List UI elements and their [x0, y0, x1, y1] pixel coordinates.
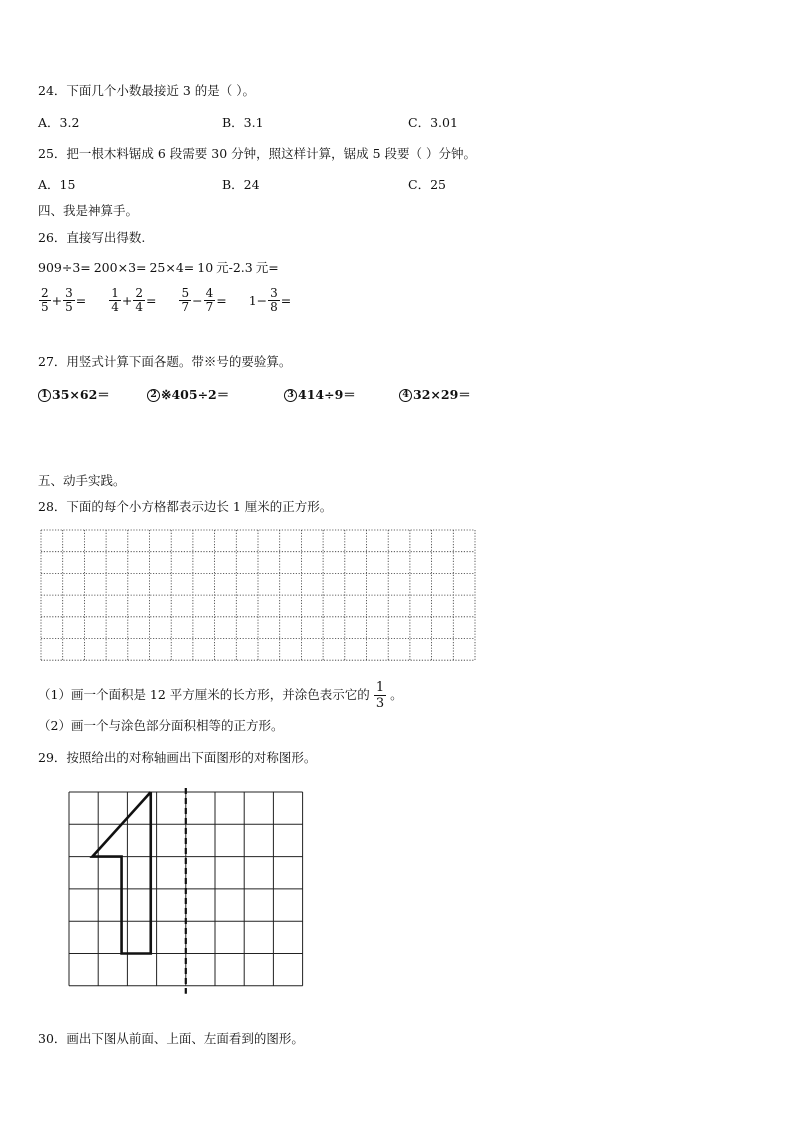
q25-option-a[interactable]: A．15	[38, 177, 76, 192]
section4-title: 四、我是神算手。	[38, 203, 139, 218]
q27-question: 27．用竖式计算下面各题。带※号的要验算。	[38, 354, 292, 369]
q27-item-1: 1 35×62＝	[38, 385, 110, 403]
q24-option-a[interactable]: A．3.2	[38, 115, 80, 130]
q28-part2: （2）画一个与涂色部分面积相等的正方形。	[38, 718, 284, 733]
q27-item-3: 3 414÷9＝	[284, 385, 356, 403]
q25-option-c[interactable]: C．25	[408, 177, 446, 192]
q24-option-b[interactable]: B．3.1	[222, 115, 264, 130]
section5-title: 五、动手实践。	[38, 473, 126, 488]
q24-question: 24．下面几个小数最接近 3 的是（ ）。	[38, 83, 256, 98]
q27-item-2: 2 ※405÷2＝	[147, 385, 229, 403]
q26-line1: 909÷3= 200×3= 25×4= 10 元-2.3 元=	[38, 260, 279, 275]
q30-question: 30．画出下图从前面、上面、左面看到的图形。	[38, 1031, 304, 1046]
q25-option-b[interactable]: B．24	[222, 177, 260, 192]
q26-fraction-row	[38, 287, 309, 314]
q25-question: 25．把一根木料锯成 6 段需要 30 分钟，照这样计算，锯成 5 段要（ ）分钟。	[38, 146, 477, 161]
fraction-expr-3: $\frac{5}{7}$ − $\frac{4}{7}$ =	[181, 286, 227, 314]
q27-item-4: 4 32×29＝	[399, 385, 471, 403]
fraction-expr-1: $\frac{2}{5}$ + $\frac{3}{5}$ =	[41, 286, 87, 314]
q29-symmetry-grid[interactable]	[60, 786, 340, 1000]
fraction-expr-2: $\frac{1}{4}$ + $\frac{2}{4}$ =	[111, 286, 157, 314]
q29-question: 29．按照给出的对称轴画出下面图形的对称图形。	[38, 750, 317, 765]
q28-part1: （1）画一个面积是 12 平方厘米的长方形，并涂色表示它的 $\frac{1}{3}$ 。	[38, 680, 403, 711]
q26-question: 26．直接写出得数.	[38, 230, 146, 245]
q28-dotted-grid[interactable]	[40, 529, 477, 663]
fraction-expr-4: 1− $\frac{3}{8}$ =	[248, 286, 292, 314]
q24-option-c[interactable]: C．3.01	[408, 115, 458, 130]
given-shape	[92, 792, 150, 954]
q28-question: 28．下面的每个小方格都表示边长 1 厘米的正方形。	[38, 499, 333, 514]
